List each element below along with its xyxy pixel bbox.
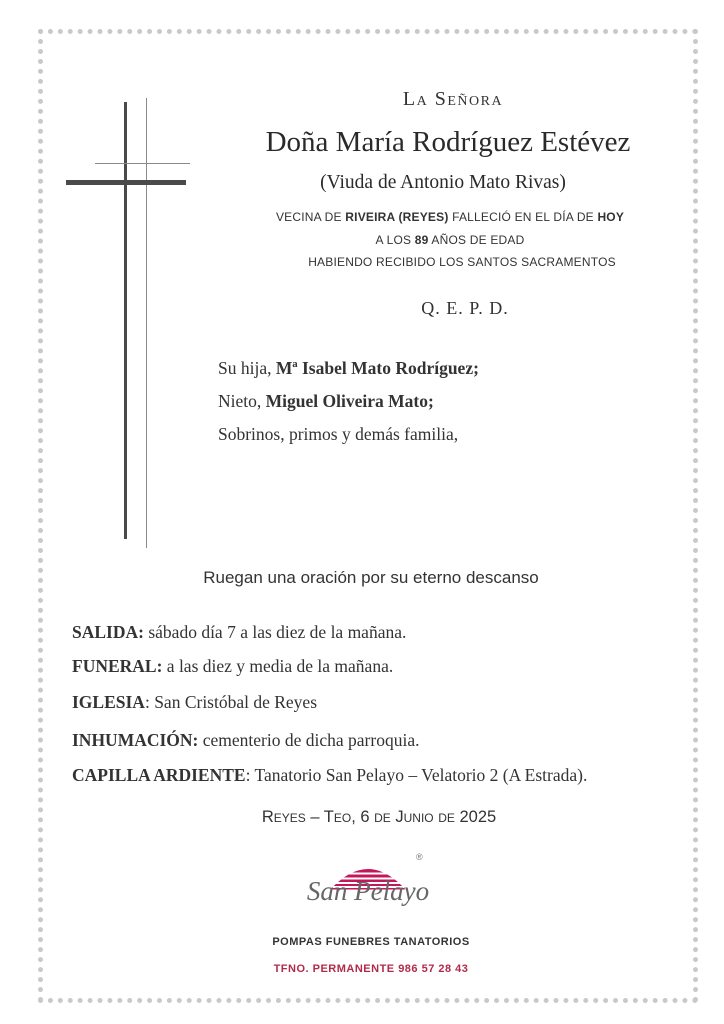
qepd: Q. E. P. D.	[421, 298, 509, 318]
info-line-3: HABIENDO RECIBIDO LOS SANTOS SACRAMENTOS	[308, 255, 616, 269]
registered-mark: ®	[416, 852, 423, 862]
san-pelayo-logo	[300, 852, 436, 924]
deceased-name: Doña María Rodríguez Estévez	[265, 126, 631, 158]
family-line-grandson: Nieto, Miguel Oliveira Mato;	[218, 391, 434, 411]
detail-salida: SALIDA: sábado día 7 a las diez de la mañana.	[72, 622, 407, 642]
detail-funeral: FUNERAL: a las diez y media de la mañana.	[72, 656, 394, 676]
widow-line: (Viuda de Antonio Mato Rivas)	[320, 172, 566, 193]
logo-text: San Pelayo	[306, 876, 430, 906]
detail-capilla: CAPILLA ARDIENTE: Tanatorio San Pelayo – Velatorio 2 (A Estrada).	[72, 765, 588, 785]
prayer-line: Ruegan una oración por su eterno descanso	[203, 568, 539, 587]
company-tagline: POMPAS FUNEBRES TANATORIOS	[272, 936, 470, 948]
phone-line: TFNO. PERMANENTE 986 57 28 43	[273, 963, 469, 975]
detail-iglesia: IGLESIA: San Cristóbal de Reyes	[72, 692, 318, 712]
family-line-others: Sobrinos, primos y demás familia,	[218, 424, 459, 444]
info-line-2: A LOS 89 AÑOS DE EDAD	[375, 233, 525, 247]
detail-inhumacion: INHUMACIÓN: cementerio de dicha parroquia.	[72, 730, 420, 750]
info-line-1: VECINA DE RIVEIRA (REYES) FALLECIÓ EN EL DÍA DE HOY	[275, 210, 625, 224]
family-line-daughter: Su hija, Mª Isabel Mato Rodríguez;	[218, 358, 479, 378]
intro-title: La Señora	[402, 88, 504, 110]
place-date: Reyes – Teo, 6 de Junio de 2025	[261, 808, 497, 826]
